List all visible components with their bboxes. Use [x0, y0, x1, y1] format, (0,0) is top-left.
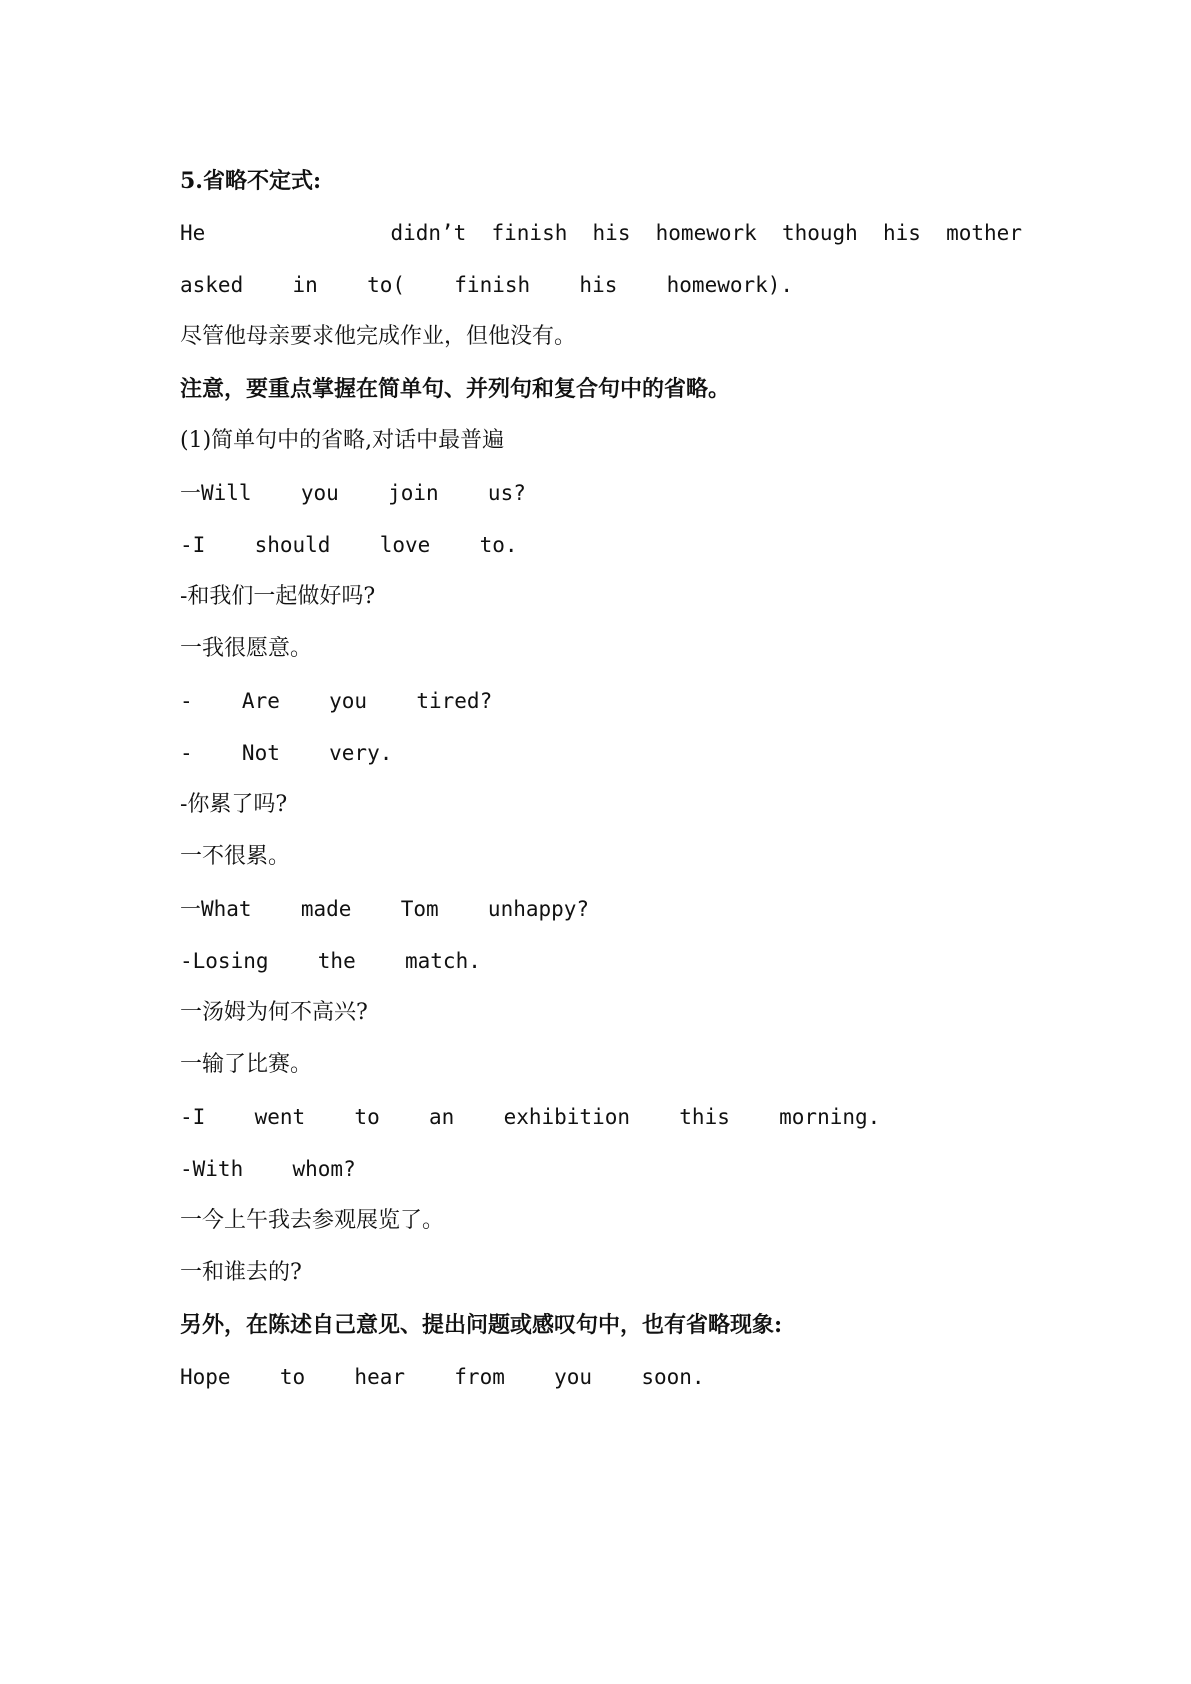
sub-heading: (1)简单句中的省略,对话中最普遍	[180, 428, 505, 453]
word: though	[781, 221, 858, 245]
dialogue-line: 一和谁去的?	[180, 1260, 302, 1285]
word: didn’t	[390, 221, 467, 245]
word: his	[592, 221, 631, 245]
dialogue-line: -Losing the match.	[180, 949, 481, 973]
dialogue-line: 一Will you join us?	[180, 481, 526, 505]
dialogue-line: - Not very.	[180, 741, 393, 765]
example-translation: 尽管他母亲要求他完成作业，但他没有。	[180, 324, 577, 349]
dialogue-line: - Are you tired?	[180, 689, 493, 713]
dialogue-line: 一What made Tom unhappy?	[180, 897, 590, 921]
dialogue-line: -I should love to.	[180, 533, 518, 557]
dialogue-line: 一汤姆为何不高兴?	[180, 1000, 368, 1025]
section-heading: 5.省略不定式:	[180, 168, 322, 194]
dialogue-line: -你累了吗?	[180, 792, 288, 817]
other-heading: 另外，在陈述自己意见、提出问题或感叹句中，也有省略现象:	[180, 1312, 783, 1338]
example-line-2: asked in to( finish his homework).	[180, 273, 794, 297]
word: his	[883, 221, 921, 245]
dialogue-line: 一今上午我去参观展览了。	[180, 1208, 445, 1233]
dialogue-line: -With whom?	[180, 1157, 356, 1181]
word: mother	[946, 221, 1022, 245]
dialogue-line: 一不很累。	[180, 844, 291, 869]
last-line: Hope to hear from you soon.	[180, 1365, 705, 1389]
dialogue-line: 一输了比赛。	[180, 1052, 313, 1077]
dialogue-line: -I went to an exhibition this morning.	[180, 1105, 881, 1129]
word: He	[180, 221, 206, 245]
dialogue-line: -和我们一起做好吗?	[180, 584, 376, 609]
dialogue-line: 一我很愿意。	[180, 636, 313, 661]
word: finish	[491, 221, 568, 245]
note-heading: 注意，要重点掌握在简单句、并列句和复合句中的省略。	[180, 376, 731, 402]
example-line-1	[180, 218, 1022, 248]
word: homework	[655, 221, 757, 245]
